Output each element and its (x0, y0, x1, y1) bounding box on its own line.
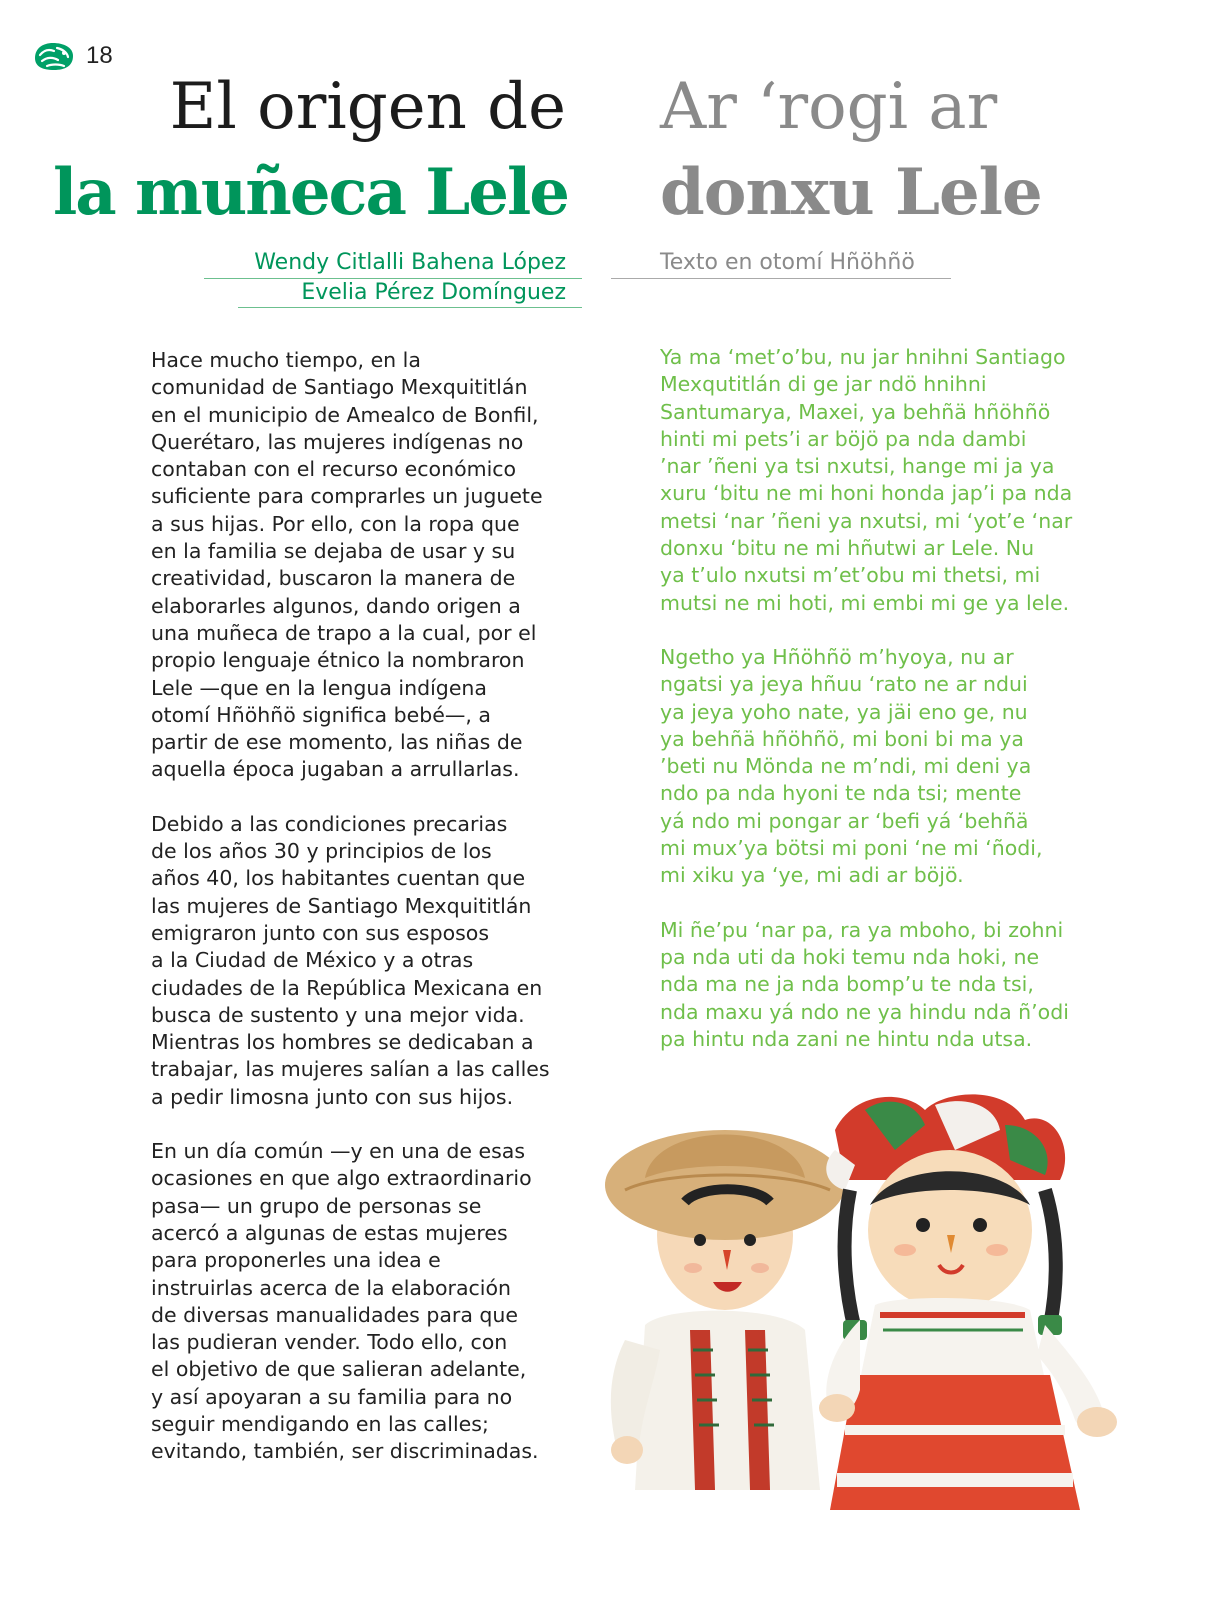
green-ornament-logo-icon (33, 40, 75, 72)
page-number: 18 (86, 42, 113, 69)
author-name: Wendy Citlalli Bahena López (254, 250, 566, 275)
paragraph: En un día común —y en una de esas ocasiones en que algo extraordinario pasa— un grupo de personas se acercó a algunas de estas mujeres para proponerles una idea e instruirlas acerca de la elaboración de diversas manualidades para que las pudieran vender. Todo ello, con el objetivo de que salieran adelante, y así apoyaran a su familia para no seguir mendigando en las calles; evitando, también, ser discriminadas. (151, 1139, 539, 1464)
title-otomi-line2: donxu Lele (660, 155, 1042, 230)
two-lele-rag-dolls-photo (605, 1090, 1135, 1530)
paragraph: Hace mucho tiempo, en la comunidad de Santiago Mexquititlán en el municipio de Amealco de Bonfil, Querétaro, las mujeres indígenas no contaban con el recurso económico suficiente para comprarles un juguete a sus hijas. Por ello, con la ropa que en la familia se dejaba de usar y su creatividad, buscaron la manera de elaborarles algunos, dando origen a una muñeca de trapo a la cual, por el propio lenguaje étnico la nombraron Lele —que en la lengua indígena otomí Hñöhñö significa bebé—, a partir de ese momento, las niñas de aquella época jugaban a arrullarlas. (151, 348, 543, 782)
title-otomi-line1: Ar ‘rogi ar (660, 70, 998, 144)
title-spanish-line1: El origen de (169, 70, 566, 144)
paragraph: Ngetho ya Hñöhñö m’hyoya, nu ar ngatsi ya jeya hñuu ‘rato ne ar ndui ya jeya yoho nate, ya jäi eno ge, nu ya behñä hñöhñö, mi boni bi ma ya ’beti nu Mönda ne m’ndi, mi deni ya ndo pa nda hyoni te nda tsi; mente yá ndo mi pongar ar ‘befi yá ‘behñä mi mux’ya bötsi mi poni ‘ne mi ‘ñodi, mi xiku ya ‘ye, mi adi ar böjö. (660, 644, 1043, 888)
paragraph: Ya ma ‘met’o’bu, nu jar hnihni Santiago Mexqutitlán di ge jar ndö hnihni Santumarya, Maxei, ya behñä hñöhñö hinti mi pets’i ar böjö pa nda dambi ’nar ’ñeni ya tsi nxutsi, hange mi ja ya xuru ‘bitu ne mi honi honda jap’i pa nda metsi ‘nar ’ñeni ya nxutsi, mi ‘yot’e ‘nar donxu ‘bitu ne mi hñutwi ar Lele. Nu ya t’ulo nxutsi m’et’obu mi thetsi, mi mutsi ne mi hoti, mi embi mi ge ya lele. (660, 345, 1073, 615)
author-name: Evelia Pérez Domínguez (301, 280, 566, 305)
otomi-text-column (660, 344, 1120, 1080)
girl-doll (819, 1094, 1117, 1510)
paragraph: Debido a las condiciones precarias de los años 30 y principios de los años 40, los habitantes cuentan que las mujeres de Santiago Mexquititlán emigraron junto con sus esposos a la Ciudad de México y a otras ciudades de la República Mexicana en busca de sustento y una mejor vida. Mientras los hombres se dedicaban a trabajar, las mujeres salían a las calles a pedir limosna junto con sus hijos. (151, 811, 550, 1109)
translation-underline (611, 278, 951, 279)
author-underline (238, 307, 582, 308)
paragraph: Mi ñe’pu ‘nar pa, ra ya mboho, bi zohni pa nda uti da hoki temu nda hoki, ne nda ma ne ja nda bomp’u te nda tsi, nda maxu yá ndo ne ya hindu nda ñ’odi pa hintu nda zani ne hintu nda utsa. (660, 917, 1069, 1051)
author-underline (204, 278, 582, 279)
title-spanish-line2: la muñeca Lele (52, 155, 568, 230)
spanish-text-column (151, 347, 596, 1493)
boy-doll (605, 1130, 845, 1490)
translation-note: Texto en otomí Hñöhñö (660, 250, 915, 275)
